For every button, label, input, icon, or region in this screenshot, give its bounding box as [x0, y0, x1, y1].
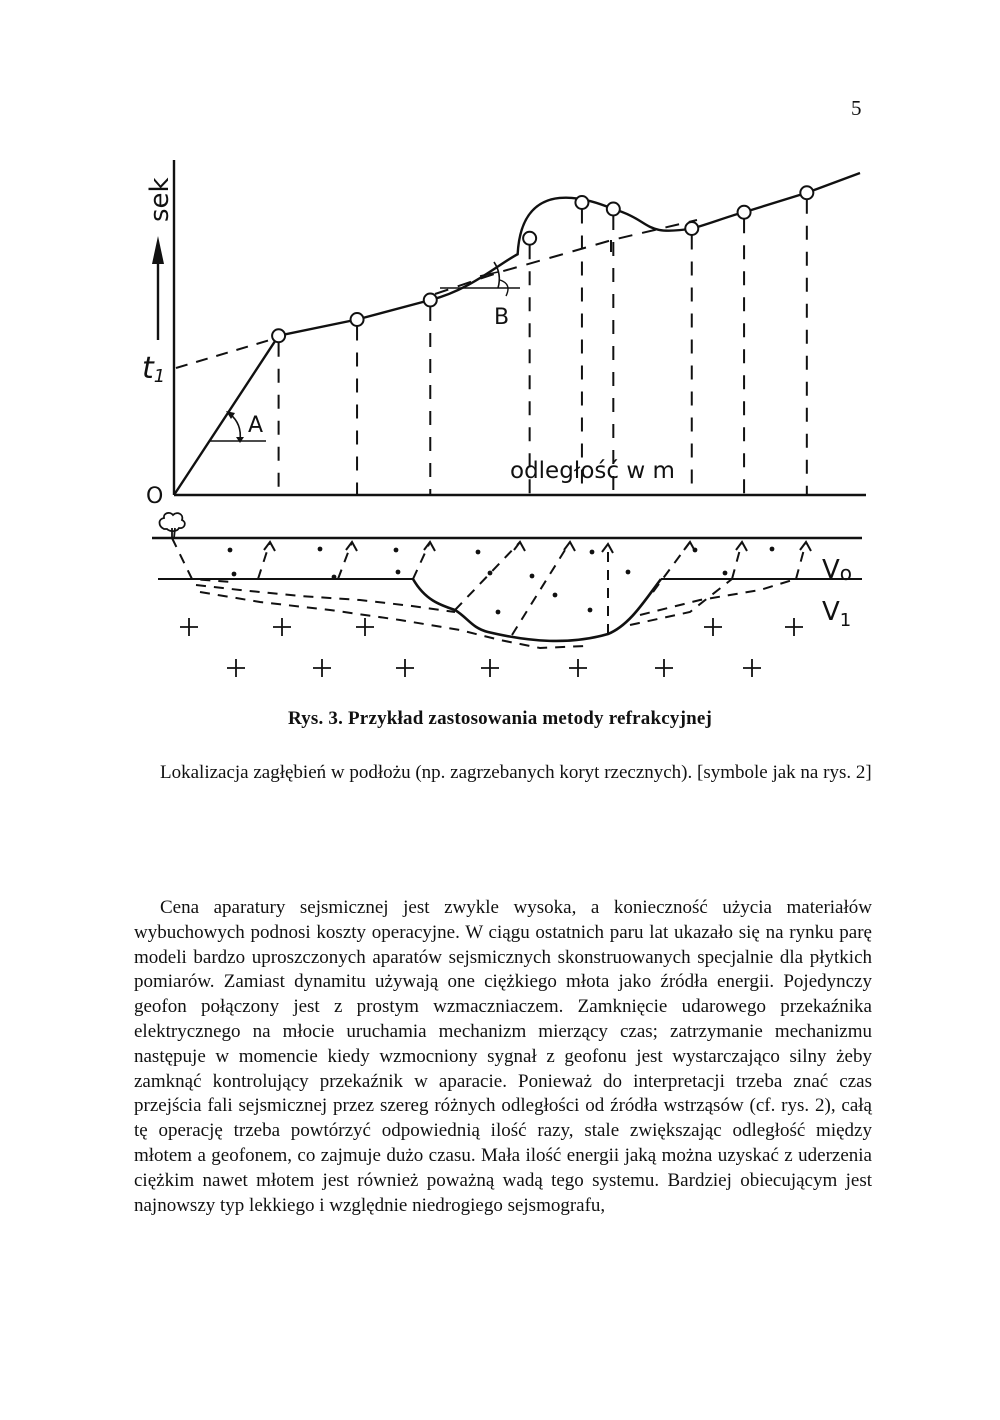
sediment-dot — [318, 547, 323, 552]
ray-arrowhead-icon — [424, 542, 435, 551]
sediment-dot — [232, 572, 237, 577]
sediment-dot — [590, 550, 595, 555]
velocity-v0-label: Vo — [822, 555, 853, 585]
ray-path — [640, 579, 796, 615]
data-point — [607, 203, 620, 216]
ray-arrowhead-icon — [346, 542, 357, 551]
sediment-dot — [770, 547, 775, 552]
geologic-cross-section — [152, 513, 862, 677]
bedrock-cross-symbol — [704, 618, 722, 636]
ray-arrowhead-icon — [514, 542, 525, 551]
sediment-dot — [553, 593, 558, 598]
bedrock-cross-symbol — [356, 618, 374, 636]
angle-a-label: A — [248, 413, 264, 438]
sediment-dot — [496, 610, 501, 615]
y-axis-label: sek — [145, 177, 175, 222]
figure-caption-title: Rys. 3. Przykład zastosowania metody refrakcyjnej — [287, 708, 713, 729]
sediment-dot — [396, 570, 401, 575]
body-text — [134, 896, 872, 1218]
bedrock-cross-symbol — [655, 659, 673, 677]
x-axis-label: odległość w m — [510, 458, 675, 484]
ray-path — [172, 538, 232, 582]
sediment-dot — [530, 574, 535, 579]
ray-arrowhead-icon — [684, 542, 695, 551]
sediment-dot — [723, 571, 728, 576]
ray-arrowhead-icon — [602, 544, 613, 553]
bedrock-cross-symbol — [227, 659, 245, 677]
sediment-dot — [394, 548, 399, 553]
curve-extension — [807, 173, 860, 193]
bedrock-cross-symbol — [180, 618, 198, 636]
sediment-dot — [332, 575, 337, 580]
tree-icon — [160, 513, 185, 538]
figure-caption-description: Lokalizacja zagłębień w podłożu (np. zagrzebanych koryt rzecznych). [symbole jak na rys. 2] — [160, 762, 872, 783]
data-point — [800, 186, 813, 199]
channel-bedrock-surface — [413, 579, 661, 641]
data-point — [351, 313, 364, 326]
data-point — [523, 232, 536, 245]
data-point — [575, 196, 588, 209]
t1-dashed-line — [176, 337, 280, 368]
bedrock-cross-symbol — [569, 659, 587, 677]
ray-arrowhead-icon — [736, 542, 747, 551]
velocity-v1-label: $V_1$ — [822, 597, 852, 631]
ray-path — [512, 542, 570, 635]
sediment-dot — [588, 608, 593, 613]
sediment-dot — [476, 550, 481, 555]
bedrock-cross-symbol — [481, 659, 499, 677]
page-number: 5 — [851, 96, 862, 120]
ray-path — [338, 542, 352, 579]
bedrock-cross-symbol — [313, 659, 331, 677]
ray-arrowhead-icon — [800, 542, 811, 551]
angle-b-label: B — [494, 305, 510, 330]
y-axis-arrow-head — [152, 236, 164, 264]
travel-time-curve — [174, 193, 807, 495]
data-point — [738, 206, 751, 219]
sediment-dot — [488, 571, 493, 576]
ray-path — [413, 542, 430, 579]
dashed-continuation — [435, 220, 697, 294]
ray-path — [196, 585, 455, 612]
ray-path — [258, 542, 270, 579]
origin-label: O — [146, 484, 164, 509]
ray-path — [455, 542, 520, 610]
ray-arrowhead-icon — [264, 542, 275, 551]
body-paragraph: Cena aparatury sejsmicznej jest zwykle wysoka, a konieczność użycia materiałów wybuchowych podnosi koszty operacyjne. W ciągu ostatnich paru lat ukazało się na rynku parę modeli bardzo uproszczonych aparatów sejsmicznych skonstruowanych specjalnie dla płytkich pomiarów. Zamiast dynamitu używają one ciężkiego młota jako źródła energii. Pojedynczy geofon połączony jest z prostym wzmaczniaczem. Zamknięcie udarowego przekaźnika elektrycznego na młocie uruchamia mechanizm mierzący czas; zatrzymanie mechanizmu następuje w momencie kiedy wzmocniony sygnał z geofonu jest wystarczająco silny żeby zamknąć kontrolujący przekaźnik w aparacie. Ponieważ do interpretacji trzeba znać czas przejścia fali sejsmicznej przez szereg różnych odległości od źródła wstrząsów (cf. rys. 2), całą tę operację trzeba powtórzyć odpowiednią ilość razy, stale zwiększając odległość między młotem a geofonem, co zajmuje dużo czasu. Mała ilość energii jaką można uzyskać z uderzenia ciężkim nawet młotem jest również poważną wadą tego systemu. Bardziej obiecującym jest najnowszy typ lekkiego i względnie niedrogiego sejsmografu, — [134, 897, 872, 1216]
t1-label: t1 — [142, 351, 166, 387]
refraction-figure — [0, 0, 1000, 700]
sediment-dot — [228, 548, 233, 553]
data-point — [685, 222, 698, 235]
data-point — [272, 329, 285, 342]
bedrock-cross-symbol — [743, 659, 761, 677]
bedrock-cross-symbol — [273, 618, 291, 636]
bedrock-cross-symbol — [396, 659, 414, 677]
ray-arrowhead-icon — [564, 542, 575, 551]
bedrock-cross-symbol — [785, 618, 803, 636]
data-point — [424, 294, 437, 307]
sediment-dot — [626, 570, 631, 575]
